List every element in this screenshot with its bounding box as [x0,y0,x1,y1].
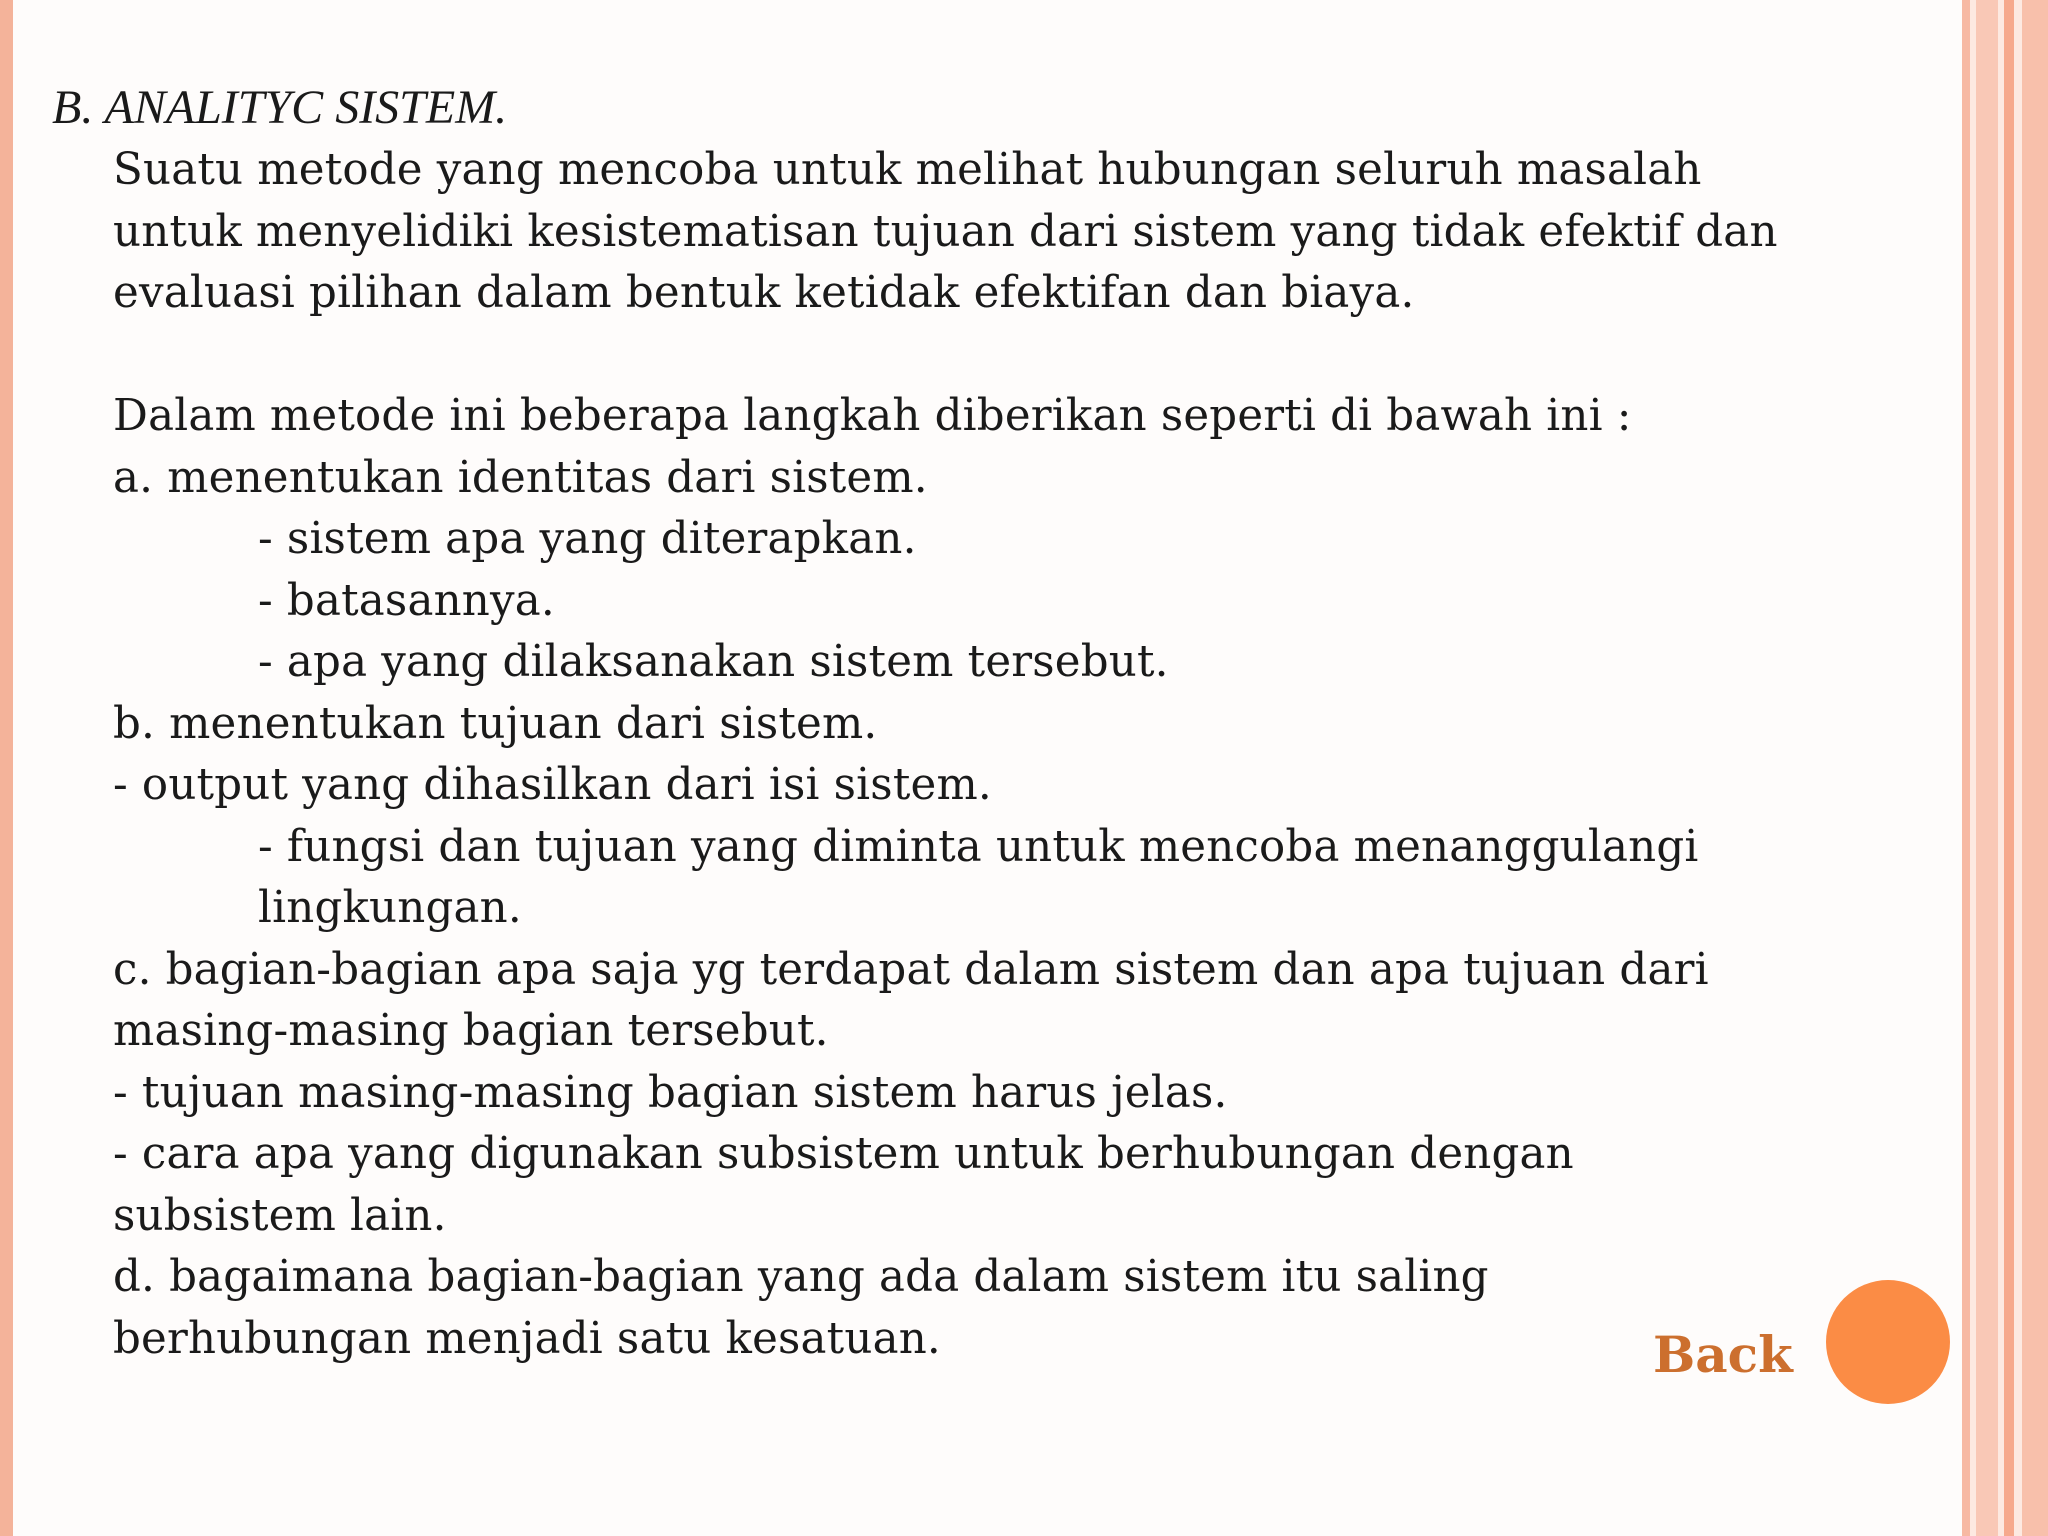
sub-item: - cara apa yang digunakan subsistem untuk berhubungan dengan [113,1129,1574,1179]
text-line: evaluasi pilihan dalam bentuk ketidak efektifan dan biaya. [113,268,1415,318]
stripe [2022,0,2048,1536]
text-line: untuk menyelidiki kesistematisan tujuan dari sistem yang tidak efektif dan [113,206,1778,257]
stripe [2004,0,2014,1536]
sub-item: - fungsi dan tujuan yang diminta untuk mencoba menanggulangi [258,821,1699,872]
stripe [1976,0,1998,1536]
sub-item-continuation: subsistem lain. [113,1190,447,1241]
sub-item: - output yang dihasilkan dari isi sistem. [113,760,992,810]
blank-line [113,325,1943,387]
sub-item: - sistem apa yang diterapkan. [258,514,917,564]
text-line: Suatu metode yang mencoba untuk melihat hubungan seluruh masalah [113,145,1702,195]
left-border-strip [0,0,13,1536]
sub-item: - batasannya. [258,575,555,626]
stripe [1962,0,1970,1536]
stripe [2014,0,2022,1536]
back-link[interactable]: Back [1653,1325,1793,1384]
text-line: Dalam metode ini beberapa langkah diberikan seperti di bawah ini : [113,391,1632,441]
list-item-c: c. bagian-bagian apa saja yg terdapat dalam sistem dan apa tujuan dari [113,944,1709,995]
list-item-d: d. bagaimana bagian-bagian yang ada dalam sistem itu saling [113,1252,1489,1302]
list-item-c-continuation: masing-masing bagian tersebut. [113,1006,829,1056]
back-circle-button[interactable] [1826,1280,1950,1404]
sub-item: - apa yang dilaksanakan sistem tersebut. [258,637,1169,687]
sub-item: - tujuan masing-masing bagian sistem harus jelas. [113,1067,1228,1118]
slide-body-text [113,140,1943,1370]
sub-item-continuation: lingkungan. [258,883,522,933]
list-item-b: b. menentukan tujuan dari sistem. [113,698,878,749]
list-item-a: a. menentukan identitas dari sistem. [113,452,928,503]
right-decorative-stripes [1962,0,2048,1536]
list-item-d-continuation: berhubungan menjadi satu kesatuan. [113,1313,941,1364]
section-heading: B. ANALITYC SISTEM. [52,81,508,134]
